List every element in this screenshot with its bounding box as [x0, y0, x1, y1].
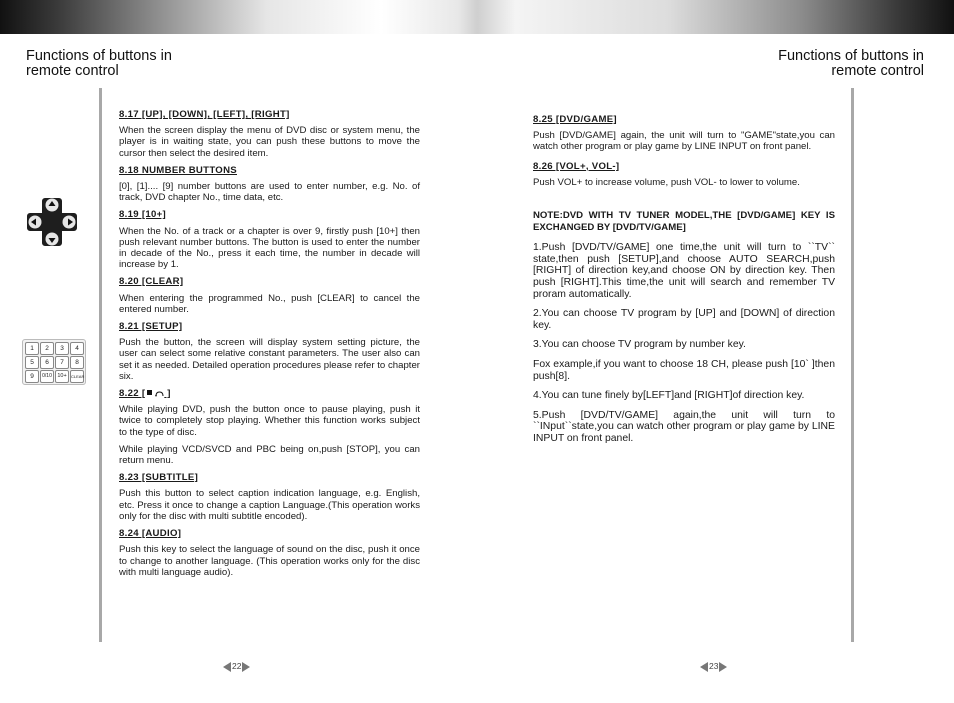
tuner-step-1: 1.Push [DVD/TV/GAME] one time,the unit will turn to ``TV`` state,then push [SETUP],and choose AUTO SEARCH,push [RIGHT] of direction key,and choose ON by direction key. Then push [RIGHT].This time,the unit will search and remember TV proram automatically.	[533, 242, 835, 300]
triangle-right-icon	[719, 662, 727, 672]
section-8-21-heading: 8.21 [SETUP]	[119, 321, 183, 333]
number-keypad-illustration	[22, 339, 86, 385]
tuner-note: NOTE:DVD WITH TV TUNER MODEL,THE [DVD/GAME] KEY IS EXCHANGED BY [DVD/TV/GAME]	[533, 210, 835, 233]
left-page-title: Functions of buttons in remote control	[26, 48, 172, 79]
left-page-content	[119, 109, 420, 584]
return-icon	[155, 391, 164, 397]
key-7: 7	[55, 356, 69, 369]
section-8-22-heading: 8.22 [ ]	[119, 388, 171, 400]
section-8-22-text-2: While playing VCD/SVCD and PBC being on,push [STOP], you can return menu.	[119, 443, 420, 467]
section-8-19-heading: 8.19 [10+]	[119, 209, 167, 221]
section-8-19-text: When the No. of a track or a chapter is over 9, firstly push [10+] then push relevant number buttons. The button is used to enter the number in decade of the No., press it each time, the number in decade will increase by 1.	[119, 225, 420, 271]
section-8-22-text-1: While playing DVD, push the button once to pause playing, push it twice to completely stop playing. Whether this function works subject to the type of disc.	[119, 404, 420, 438]
key-6: 6	[40, 356, 54, 369]
key-clear: CLEAR	[70, 370, 84, 383]
stop-icon	[147, 390, 152, 395]
section-8-18-text: [0], [1].... [9] number buttons are used to enter number, e.g. No. of track, DVD chapter No., time data, etc.	[119, 181, 420, 204]
key-2: 2	[40, 342, 54, 355]
left-page-number: 22	[223, 661, 250, 672]
key-10-plus: 10+	[55, 370, 69, 383]
top-gradient-bar	[0, 0, 954, 34]
tuner-step-5: 5.Push [DVD/TV/GAME] again,the unit will turn to ``INput``state,you can watch other program or play game by LINE INPUT on front panel.	[533, 409, 835, 444]
tuner-step-3: 3.You can choose TV program by number key.	[533, 339, 746, 351]
section-8-25-text: Push [DVD/GAME] again, the unit will turn to "GAME"state,you can watch other program or play game by LINE INPUT on front panel.	[533, 130, 835, 153]
triangle-right-icon	[242, 662, 250, 672]
right-page-title: Functions of buttons in remote control	[778, 48, 924, 79]
key-9: 9	[25, 370, 39, 383]
section-8-20-text: When entering the programmed No., push [CLEAR] to cancel the entered number.	[119, 292, 420, 315]
key-1: 1	[25, 342, 39, 355]
section-8-23-text: Push this button to select caption indication language, e.g. English, etc. Press it once to change a caption Language.(This operation works only for the disc with multi subtitle encoded).	[119, 488, 420, 522]
key-3: 3	[55, 342, 69, 355]
section-8-24-heading: 8.24 [AUDIO]	[119, 528, 182, 540]
section-8-26-text: Push VOL+ to increase volume, push VOL- to lower to volume.	[533, 176, 800, 188]
right-page-number: 23	[700, 661, 727, 672]
section-8-24-text: Push this key to select the language of sound on the disc, push it once to change to another language. (This operation works only for the disc with multi language audio).	[119, 544, 420, 578]
section-8-17-text: When the screen display the menu of DVD disc or system menu, the player is in waiting state, you can push these buttons to move the cursor then select the desired item.	[119, 125, 420, 159]
left-margin-rule	[99, 88, 102, 642]
right-margin-rule	[851, 88, 854, 642]
tuner-step-2: 2.You can choose TV program by [UP] and [DOWN] of direction key.	[533, 308, 835, 331]
section-8-17-heading: 8.17 [UP], [DOWN], [LEFT], [RIGHT]	[119, 109, 290, 120]
key-5: 5	[25, 356, 39, 369]
section-8-20-heading: 8.20 [CLEAR]	[119, 276, 184, 288]
section-8-21-text: Push the button, the screen will display system setting picture, the user can select some relative constant parameters. The user also can set it as needed. Detailed operation procedures please refer to chapter six.	[119, 337, 420, 382]
tuner-step-4: 4.You can tune finely by[LEFT]and [RIGHT]of direction key.	[533, 390, 805, 402]
right-page-content	[533, 114, 835, 453]
key-8: 8	[70, 356, 84, 369]
section-8-18-heading: 8.18 NUMBER BUTTONS	[119, 164, 237, 176]
direction-pad-icon	[26, 196, 78, 248]
key-4: 4	[70, 342, 84, 355]
key-0-10: 0/10	[40, 370, 54, 383]
section-8-23-heading: 8.23 [SUBTITLE]	[119, 472, 199, 484]
tuner-example: Fox example,if you want to choose 18 CH, please push [10` ]then push[8].	[533, 358, 835, 382]
section-8-25-heading: 8.25 [DVD/GAME]	[533, 114, 617, 125]
triangle-left-icon	[223, 662, 231, 672]
triangle-left-icon	[700, 662, 708, 672]
section-8-26-heading: 8.26 [VOL+, VOL-]	[533, 160, 620, 172]
